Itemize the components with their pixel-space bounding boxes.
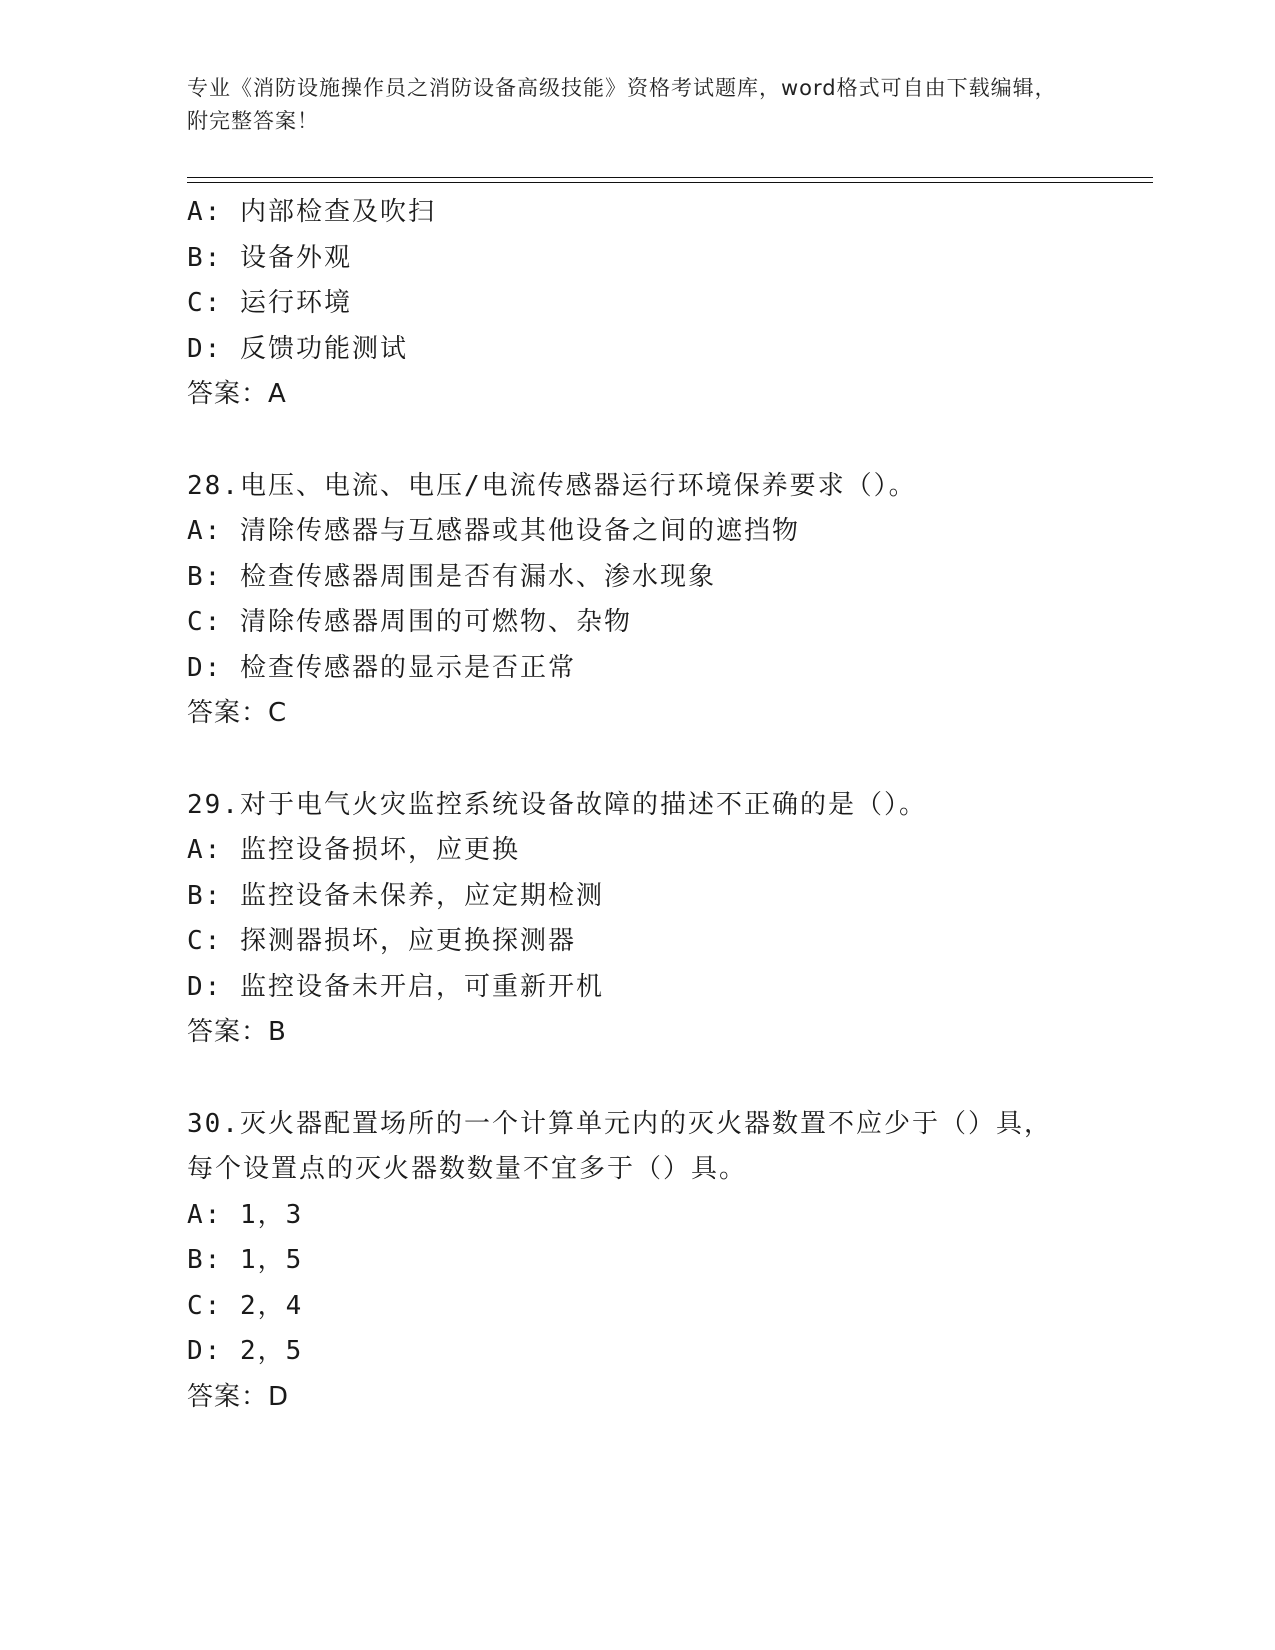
option-a: A: 监控设备损坏，应更换 <box>187 835 520 865</box>
option-b: B: 1，5 <box>187 1245 304 1275</box>
header-divider-bottom <box>187 182 1153 183</box>
option-c: C: 探测器损坏，应更换探测器 <box>187 926 576 956</box>
option-d: D: 反馈功能测试 <box>187 333 408 364</box>
option-b: B: 监控设备未保养，应定期检测 <box>187 880 604 911</box>
answer-line: 答案：D <box>187 1381 290 1412</box>
answer-line: 答案：C <box>187 698 288 728</box>
question-stem: 29.对于电气火灾监控系统设备故障的描述不正确的是（）。 <box>187 789 927 820</box>
document-header: 专业《消防设施操作员之消防设备高级技能》资格考试题库，word格式可自由下载编辑，附完整答案！ <box>187 76 1057 133</box>
option-c: C: 2，4 <box>187 1290 304 1321</box>
option-a: A: 内部检查及吹扫 <box>187 197 436 227</box>
header-divider-top <box>187 177 1153 178</box>
answer-line: 答案：B <box>187 1017 287 1047</box>
option-c: C: 清除传感器周围的可燃物、杂物 <box>187 607 632 637</box>
option-d: D: 2，5 <box>187 1336 304 1366</box>
question-block <box>187 783 1087 1056</box>
question-stem: 28.电压、电流、电压/电流传感器运行环境保养要求（）。 <box>187 470 917 501</box>
question-block <box>187 1102 1087 1421</box>
question-block <box>187 190 1087 418</box>
spacer <box>187 418 1087 464</box>
option-b: B: 设备外观 <box>187 242 352 273</box>
question-block <box>187 464 1087 737</box>
option-b: B: 检查传感器周围是否有漏水、渗水现象 <box>187 561 716 592</box>
option-a: A: 1，3 <box>187 1199 304 1230</box>
spacer <box>187 737 1087 783</box>
spacer <box>187 1056 1087 1102</box>
question-list <box>187 190 1087 1420</box>
option-d: D: 检查传感器的显示是否正常 <box>187 652 576 683</box>
question-stem: 30.灭火器配置场所的一个计算单元内的灭火器数置不应少于（）具，每个设置点的灭火器数数量不宜多于（）具。 <box>187 1108 1052 1184</box>
option-c: C: 运行环境 <box>187 288 352 318</box>
option-d: D: 监控设备未开启，可重新开机 <box>187 971 604 1002</box>
answer-line: 答案：A <box>187 379 287 409</box>
option-a: A: 清除传感器与互感器或其他设备之间的遮挡物 <box>187 516 800 546</box>
